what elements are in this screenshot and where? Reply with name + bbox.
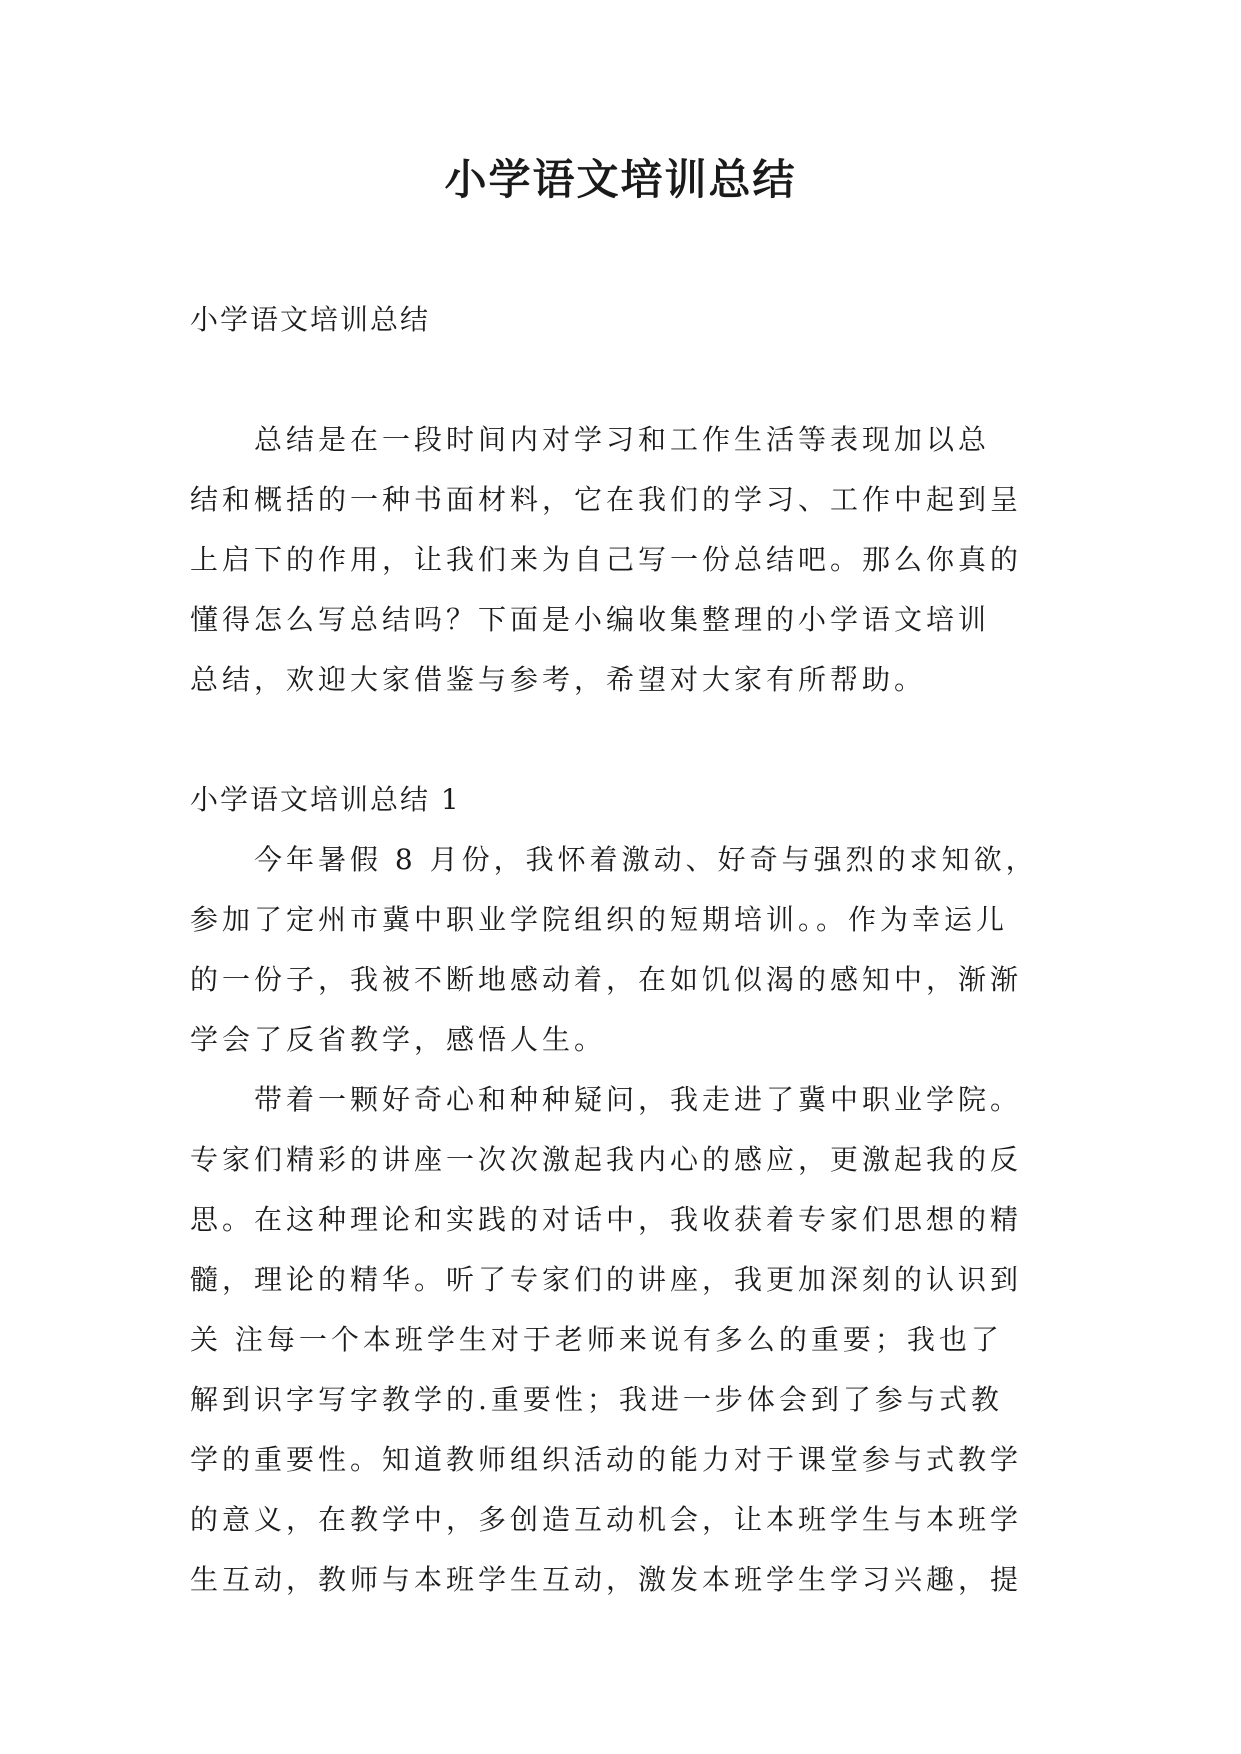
document-body bbox=[190, 290, 1050, 1610]
paragraph-line: 解到识字写字教学的.重要性；我进一步体会到了参与式教 bbox=[190, 1383, 1003, 1416]
paragraph-line: 专家们精彩的讲座一次次激起我内心的感应，更激起我的反 bbox=[190, 1143, 1023, 1176]
paragraph-line: 髓，理论的精华。听了专家们的讲座，我更加深刻的认识到 bbox=[190, 1263, 1023, 1296]
paragraph-line: 生互动，教师与本班学生互动，激发本班学生学习兴趣，提 bbox=[190, 1563, 1023, 1596]
paragraph-line: 总结，欢迎大家借鉴与参考，希望对大家有所帮助。 bbox=[190, 663, 927, 696]
paragraph-line: 懂得怎么写总结吗？下面是小编收集整理的小学语文培训 bbox=[190, 603, 991, 636]
spacer bbox=[190, 350, 1050, 410]
paragraph-2 bbox=[190, 1070, 1050, 1610]
paragraph-line: 思。在这种理论和实践的对话中，我收获着专家们思想的精 bbox=[190, 1203, 1023, 1236]
paragraph-line: 学的重要性。知道教师组织活动的能力对于课堂参与式教学 bbox=[190, 1443, 1023, 1476]
paragraph-line: 的一份子，我被不断地感动着，在如饥似渴的感知中，渐渐 bbox=[190, 963, 1023, 996]
paragraph-line: 带着一颗好奇心和种种疑问，我走进了冀中职业学院。 bbox=[190, 1083, 1023, 1116]
paragraph-line: 今年暑假 8 月份，我怀着激动、好奇与强烈的求知欲， bbox=[190, 843, 1038, 876]
paragraph-line: 关 注每一个本班学生对于老师来说有多么的重要；我也了 bbox=[190, 1323, 1003, 1356]
paragraph-line: 学会了反省教学，感悟人生。 bbox=[190, 1023, 607, 1056]
paragraph-line: 总结是在一段时间内对学习和工作生活等表现加以总 bbox=[190, 423, 991, 456]
spacer bbox=[190, 710, 1050, 770]
paragraph-line: 的意义，在教学中，多创造互动机会，让本班学生与本班学 bbox=[190, 1503, 1023, 1536]
section-heading: 小学语文培训总结 1 bbox=[190, 783, 461, 816]
paragraph-1 bbox=[190, 830, 1050, 1070]
document-title: 小学语文培训总结 bbox=[444, 155, 797, 204]
paragraph-line: 上启下的作用，让我们来为自己写一份总结吧。那么你真的 bbox=[190, 543, 1023, 576]
paragraph-line: 参加了定州市冀中职业学院组织的短期培训。。作为幸运儿 bbox=[190, 903, 1009, 936]
document-subtitle: 小学语文培训总结 bbox=[190, 303, 431, 336]
intro-paragraph bbox=[190, 410, 1050, 710]
paragraph-line: 结和概括的一种书面材料，它在我们的学习、工作中起到呈 bbox=[190, 483, 1023, 516]
